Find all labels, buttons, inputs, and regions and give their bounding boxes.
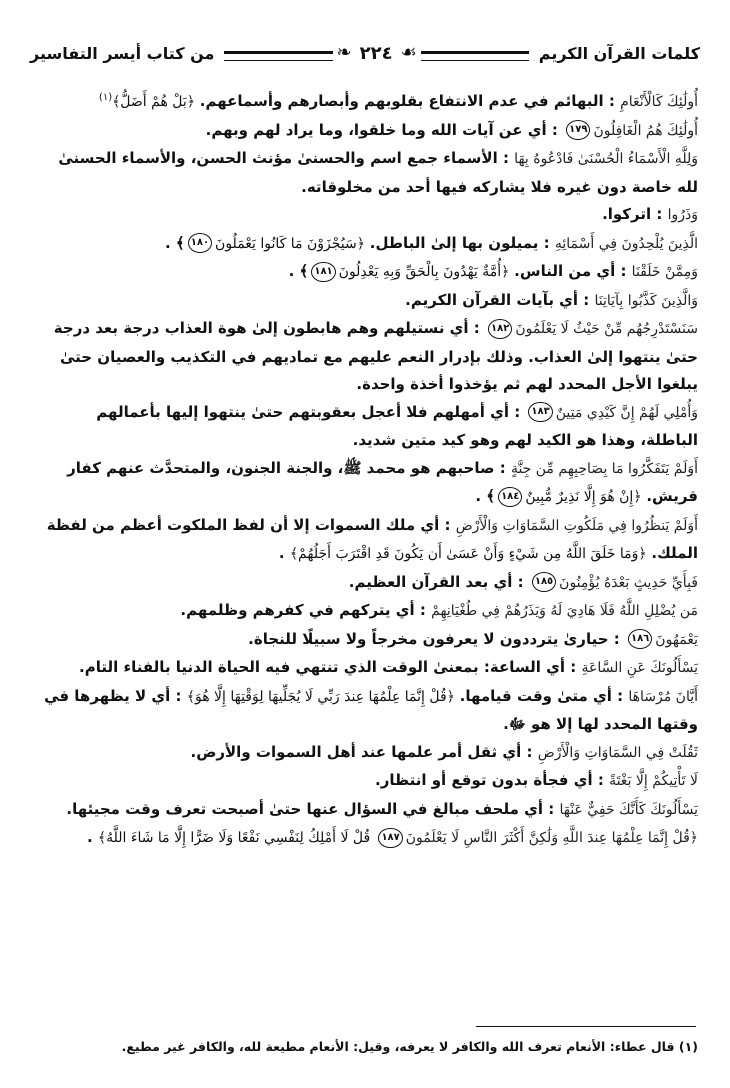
quranic-term: أَيَّانَ مُرْسَاهَا (628, 688, 698, 705)
glossary-entry (34, 117, 698, 146)
ornament-icon: ❧ (336, 42, 352, 63)
separator: : (592, 771, 610, 789)
glossary-entry (34, 287, 698, 316)
quranic-quote: ﴿وَمَا خَلَقَ اللَّهُ مِن شَيْءٍ وَأَنْ عَسَىٰ أَن يَكُونَ قَدِ اقْتَرَبَ أَجَلُهُمْ﴾ (289, 546, 647, 562)
separator: : (414, 601, 432, 619)
footnote-divider (476, 1026, 696, 1027)
entry-tail: . (278, 544, 290, 562)
glossary-entry (34, 258, 698, 287)
glossary-entry (34, 683, 698, 739)
separator: : (512, 572, 529, 591)
quranic-term: يَسْأَلُونَكَ عَنِ السَّاعَةِ (581, 660, 698, 676)
glossary-entry (34, 654, 698, 683)
term-explanation: أي ملك السموات إلا أن لفظ الملكوت أعظم من لفظة الملك. (46, 515, 698, 562)
separator: : (439, 515, 456, 534)
entry-tail: ﴾ . (288, 262, 309, 280)
glossary-entry (34, 824, 698, 853)
header-ornament-bar (224, 43, 528, 64)
quranic-term: أَوَلَمْ يَنظُرُوا فِي مَلَكُوتِ السَّمَاوَاتِ وَالْأَرْضِ (455, 517, 698, 534)
separator: : (468, 319, 486, 337)
term-explanation: حيارىٰ يترددون لا يعرفون مخرجاً ولا سبيلًا للنجاة. (248, 629, 609, 648)
term-explanation: اتركوا. (602, 205, 652, 223)
source-title: من كتاب أيسر التفاسير (30, 43, 215, 63)
term-explanation: البهائم في عدم الانتفاع بقلوبهم وأبصارهم وأسماعهم. (199, 92, 604, 110)
ayah-number-marker: ١٨٦ (628, 629, 652, 649)
header-rule-left (421, 51, 529, 61)
separator: : (615, 262, 632, 280)
separator: : (565, 658, 582, 676)
footnote-ref: (١) (98, 92, 113, 103)
entry-tail: : أي لا يظهرها في وقتها المحدد لها إلا هو ﷻ. (44, 686, 698, 733)
glossary-entry (34, 569, 698, 598)
quranic-term: وَأُمْلِي لَهُمْ إِنَّ كَيْدِي مَتِينٌ (555, 404, 698, 421)
term-explanation: أي نستيلهم وهم هابطون إلىٰ هوة العذاب درجة بعد درجة حتىٰ ينتهوا إلىٰ العذاب. وذلك بإدرار النعم عليهم مع تماديهم في التكذيب والعصيان حتىٰ يبلغوا الأجل المحدد لهم ثم يؤخذوا أخذة واحدة. (53, 319, 698, 393)
quranic-term: ثَقُلَتْ فِي السَّمَاوَاتِ وَالْأَرْضِ (537, 744, 698, 761)
quranic-term: مَن يُضْلِلِ اللَّهُ فَلَا هَادِيَ لَهُ وَيَذَرُهُمْ فِي طُغْيَانِهِمْ (431, 603, 698, 619)
quranic-term: فَبِأَيِّ حَدِيثٍ بَعْدَهُ يُؤْمِنُونَ (559, 574, 698, 591)
term-explanation: أي أمهلهم فلا أعجل بعقوبتهم حتىٰ ينتهوا إليها بأعمالهم الباطلة، وهذا هو الكيد لهم وهو كيد متين شديد. (96, 402, 698, 449)
term-explanation: يميلون بها إلىٰ الباطل. (369, 233, 539, 252)
page-number: ٢٢٤ (359, 42, 393, 64)
quranic-quote: ﴿إِنْ هُوَ إِلَّا نَذِيرٌ مُّبِينٌ (525, 489, 642, 505)
glossary-entry (34, 145, 698, 201)
glossary-content (34, 84, 698, 853)
quranic-quote: ﴿أُمَّةٌ يَهْدُونَ بِالْحَقِّ وَبِهِ يَعْدِلُونَ (338, 264, 510, 280)
quranic-quote: ﴿بَلْ هُمْ أَضَلُّ﴾ (112, 94, 195, 110)
glossary-entry (34, 455, 698, 512)
quranic-term: يَسْأَلُونَكَ كَأَنَّكَ حَفِيٌّ عَنْهَا (559, 801, 698, 818)
glossary-entry (34, 315, 698, 399)
book-title: كلمات القرآن الكريم (538, 43, 700, 63)
quranic-term: أُولَٰئِكَ هُمُ الْغَافِلُونَ (593, 122, 698, 139)
term-explanation: أي ثقل أمر علمها عند أهل السموات والأرض. (190, 742, 522, 761)
entry-tail: ﴾ . (165, 233, 185, 252)
term-explanation: أي من الناس. (514, 262, 616, 280)
separator: : (543, 799, 560, 818)
term-explanation: أي بآيات القرآن الكريم. (405, 290, 579, 309)
separator: : (651, 205, 668, 223)
ayah-number-marker: ١٨٠ (188, 233, 212, 253)
quranic-quote: قُلْ لَا أَمْلِكُ لِنَفْسِي نَفْعًا وَلَا ضَرًّا إِلَّا مَا شَاءَ اللَّهُ﴾ (97, 830, 371, 846)
page-header (30, 32, 700, 74)
quranic-term: ﴿قُلْ إِنَّمَا عِلْمُهَا عِندَ اللَّهِ وَلَٰكِنَّ أَكْثَرَ النَّاسِ لَا يَعْلَمُونَ (405, 830, 698, 846)
ayah-number-marker: ١٨٥ (532, 572, 556, 592)
separator: : (508, 402, 526, 421)
separator: : (611, 686, 629, 705)
quranic-term: الَّذِينَ يُلْحِدُونَ فِي أَسْمَائِهِ (554, 235, 698, 252)
quranic-term: يَعْمَهُونَ (655, 631, 698, 648)
entry-tail: . (86, 828, 98, 846)
term-explanation: أي الساعة: بمعنىٰ الوقت الذي تنتهي فيه الحياة الدنيا بالفناء التام. (79, 658, 566, 676)
separator: : (494, 458, 511, 477)
separator: : (538, 233, 555, 252)
separator (370, 828, 375, 846)
quranic-term: وَذَرُوا (667, 207, 698, 223)
footnote: (١) قال عطاء: الأنعام تعرف الله والكافر لا يعرفه، وقيل: الأنعام مطيعة لله، والكافر غير مطيع. (121, 1039, 698, 1054)
term-explanation: أي فجأة بدون توقع أو انتظار. (375, 771, 593, 789)
ayah-number-marker: ١٧٩ (566, 120, 590, 140)
separator: : (497, 149, 515, 167)
glossary-entry (34, 399, 698, 455)
quranic-term: وَمِمَّنْ خَلَقْنَا (631, 264, 698, 280)
glossary-entry (34, 739, 698, 768)
ayah-number-marker: ١٨١ (311, 262, 335, 282)
term-explanation: أي ملحف مبالغ في السؤال عنها حتىٰ أصبحت تعرف وقت مجيئها. (66, 799, 544, 818)
separator: : (521, 742, 538, 761)
header-rule-right (224, 51, 332, 61)
glossary-entry (34, 767, 698, 796)
glossary-entry (34, 230, 698, 259)
quranic-quote: ﴿قُلْ إِنَّمَا عِلْمُهَا عِندَ رَبِّي لَا يُجَلِّيهَا لِوَقْتِهَا إِلَّا هُوَ﴾ (186, 688, 455, 705)
quranic-term: لَا تَأْتِيكُمْ إِلَّا بَغْتَةً (609, 773, 698, 789)
separator: : (546, 120, 564, 139)
separator: : (603, 92, 621, 110)
term-explanation: أي متىٰ وقت قيامها. (459, 686, 612, 705)
glossary-entry (34, 201, 698, 230)
quranic-term: أُولَٰئِكَ كَالْأَنْعَامِ (620, 94, 698, 110)
ornament-icon: ☙ (400, 42, 417, 63)
term-explanation: صاحبهم هو محمد ﷺ، والجنة الجنون، والمتحدَّث عنهم كفار قريش. (67, 458, 698, 505)
glossary-entry (34, 512, 698, 569)
term-explanation: أي عن آيات الله وما خلقوا، وما يراد لهم وبهم. (205, 120, 547, 139)
glossary-entry (34, 626, 698, 655)
separator: : (608, 629, 625, 648)
ayah-number-marker: ١٨٢ (488, 319, 512, 339)
ayah-number-marker: ١٨٤ (498, 487, 522, 507)
term-explanation: أي بعد القرآن العظيم. (348, 572, 513, 591)
quranic-term: وَلِلَّهِ الْأَسْمَاءُ الْحُسْنَىٰ فَادْعُوهُ بِهَا (514, 151, 698, 167)
ayah-number-marker: ١٨٧ (378, 828, 402, 848)
separator: : (578, 290, 595, 309)
entry-tail: ﴾ . (475, 487, 496, 505)
ayah-number-marker: ١٨٣ (528, 402, 552, 422)
glossary-entry (34, 84, 698, 117)
term-explanation: أي يتركهم في كفرهم وظلمهم. (180, 601, 415, 619)
glossary-entry (34, 796, 698, 825)
quranic-term: سَنَسْتَدْرِجُهُم مِّنْ حَيْثُ لَا يَعْلَمُونَ (515, 321, 698, 337)
quranic-quote: ﴿سَيُجْزَوْنَ مَا كَانُوا يَعْمَلُونَ (215, 235, 365, 252)
term-explanation: الأسماء جمع اسم والحسنىٰ مؤنث الحسن، والأسماء الحسنىٰ لله خاصة دون غيره فلا يشاركه فيها أحد من مخلوقاته. (58, 149, 698, 196)
quranic-term: أَوَلَمْ يَتَفَكَّرُوا مَا بِصَاحِبِهِم مِّن جِنَّةٍ (510, 460, 698, 477)
quranic-term: وَالَّذِينَ كَذَّبُوا بِآيَاتِنَا (594, 292, 698, 309)
glossary-entry (34, 597, 698, 626)
